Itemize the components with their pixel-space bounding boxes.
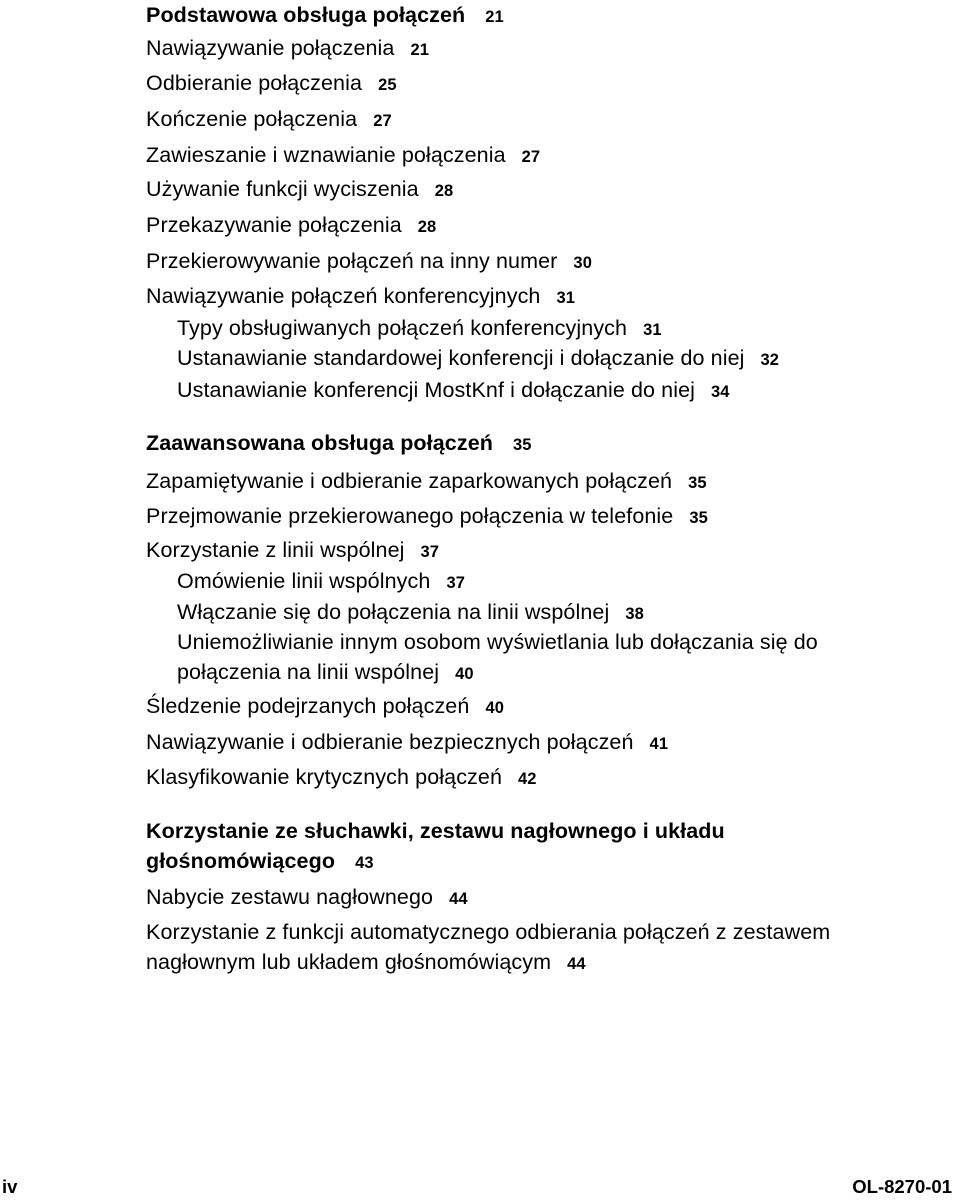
toc-page-number: 44 bbox=[567, 955, 586, 973]
toc-entry-title: Przekierowywanie połączeń na inny numer bbox=[146, 249, 558, 273]
toc-entry[interactable] bbox=[177, 375, 730, 407]
toc-entry-title: Używanie funkcji wyciszenia bbox=[146, 177, 419, 201]
toc-page-number: 37 bbox=[420, 543, 440, 561]
toc-entry-title: Korzystanie z linii wspólnej bbox=[146, 538, 405, 562]
toc-entry-wrapped[interactable] bbox=[177, 627, 818, 657]
toc-entry-wrapped[interactable] bbox=[146, 917, 830, 947]
toc-page-number: 28 bbox=[417, 218, 437, 236]
toc-page-number: 28 bbox=[434, 182, 454, 200]
toc-entry-title: Ustanawianie konferencji MostKnf i dołączanie do niej bbox=[177, 378, 696, 402]
toc-entry[interactable] bbox=[177, 566, 465, 598]
toc-entry-title: Przekazywanie połączenia bbox=[146, 213, 402, 237]
toc-entry-title: Nawiązywanie połączenia bbox=[146, 36, 395, 60]
page-number: iv bbox=[2, 1176, 18, 1197]
toc-entry[interactable] bbox=[146, 501, 708, 533]
toc-entry[interactable] bbox=[146, 882, 468, 914]
toc-entry-title: Śledzenie podejrzanych połączeń bbox=[146, 694, 470, 718]
toc-page-number: 27 bbox=[521, 148, 541, 166]
toc-entry-title: Nabycie zestawu nagłownego bbox=[146, 885, 434, 909]
toc-entry-title: Nawiązywanie połączeń konferencyjnych bbox=[146, 284, 541, 308]
toc-entry-title: Typy obsługiwanych połączeń konferencyjnych bbox=[177, 316, 628, 340]
toc-entry-title-line1: Uniemożliwianie innym osobom wyświetlania lub dołączania się do bbox=[177, 630, 818, 654]
toc-page-number: 35 bbox=[689, 509, 708, 527]
toc-entry-title: Klasyfikowanie krytycznych połączeń bbox=[146, 765, 503, 789]
toc-section-heading[interactable] bbox=[146, 428, 532, 460]
toc-entry-continuation[interactable] bbox=[146, 947, 586, 979]
toc-page-number: 21 bbox=[485, 8, 504, 26]
toc-page-number: 34 bbox=[711, 383, 730, 401]
toc-entry[interactable] bbox=[146, 174, 453, 206]
toc-page-number: 43 bbox=[355, 854, 374, 872]
toc-page-number: 37 bbox=[446, 574, 465, 592]
toc-entry[interactable] bbox=[146, 691, 504, 723]
toc-page-number: 40 bbox=[485, 699, 504, 717]
toc-entry-title-line1: Korzystanie z funkcji automatycznego odbierania połączeń z zestawem bbox=[146, 920, 831, 944]
toc-entry[interactable] bbox=[177, 597, 644, 629]
toc-entry-title-line2: nagłownym lub układem głośnomówiącym bbox=[146, 950, 552, 974]
toc-entry-title: Odbieranie połączenia bbox=[146, 71, 363, 95]
toc-page-number: 38 bbox=[625, 605, 644, 623]
toc-entry-title-line2: głośnomówiącego bbox=[146, 849, 336, 873]
toc-entry[interactable] bbox=[146, 68, 397, 100]
toc-page-number: 41 bbox=[649, 735, 669, 753]
toc-entry-title: Nawiązywanie i odbieranie bezpiecznych połączeń bbox=[146, 730, 634, 754]
toc-entry-continuation[interactable] bbox=[177, 657, 474, 689]
toc-section-heading[interactable] bbox=[146, 0, 504, 32]
toc-entry[interactable] bbox=[146, 140, 540, 172]
toc-entry-title: Włączanie się do połączenia na linii wspólnej bbox=[177, 600, 610, 624]
toc-page-number: 42 bbox=[518, 770, 537, 788]
toc-entry[interactable] bbox=[146, 281, 575, 313]
toc-page-number: 40 bbox=[455, 665, 474, 683]
toc-page-number: 31 bbox=[556, 289, 576, 307]
toc-page-number: 21 bbox=[410, 41, 430, 59]
toc-entry-title: Omówienie linii wspólnych bbox=[177, 569, 431, 593]
toc-entry[interactable] bbox=[177, 343, 779, 375]
toc-section-heading-continuation[interactable] bbox=[146, 846, 374, 878]
toc-page-number: 44 bbox=[449, 890, 468, 908]
document-id: OL-8270-01 bbox=[852, 1176, 952, 1197]
toc-section-heading-wrapped[interactable] bbox=[146, 816, 725, 846]
toc-entry[interactable] bbox=[146, 246, 592, 278]
toc-page-number: 32 bbox=[760, 351, 780, 369]
toc-page-number: 35 bbox=[512, 436, 532, 454]
toc-page-number: 27 bbox=[373, 112, 392, 130]
toc-entry-title: Podstawowa obsługa połączeń bbox=[146, 3, 466, 27]
toc-page-number: 30 bbox=[573, 254, 592, 272]
toc-entry-title-line1: Korzystanie ze słuchawki, zestawu nagłownego i układu bbox=[146, 819, 725, 843]
toc-page-number: 35 bbox=[688, 474, 707, 492]
toc-entry-title: Zaawansowana obsługa połączeń bbox=[146, 431, 493, 455]
toc-entry-title: Kończenie połączenia bbox=[146, 107, 358, 131]
toc-entry[interactable] bbox=[146, 466, 707, 498]
toc-entry-title: Przejmowanie przekierowanego połączenia w telefonie bbox=[146, 504, 674, 528]
toc-entry[interactable] bbox=[146, 762, 537, 794]
toc-entry[interactable] bbox=[146, 33, 429, 65]
toc-entry[interactable] bbox=[146, 210, 436, 242]
toc-page-number: 25 bbox=[378, 76, 397, 94]
toc-entry-title-line2: połączenia na linii wspólnej bbox=[177, 660, 440, 684]
toc-entry-title: Zapamiętywanie i odbieranie zaparkowanych połączeń bbox=[146, 469, 673, 493]
toc-entry[interactable] bbox=[177, 313, 662, 345]
toc-entry-title: Zawieszanie i wznawianie połączenia bbox=[146, 143, 506, 167]
toc-entry[interactable] bbox=[146, 104, 392, 136]
toc-entry[interactable] bbox=[146, 535, 439, 567]
toc-page-number: 31 bbox=[643, 321, 662, 339]
toc-entry[interactable] bbox=[146, 727, 668, 759]
toc-entry-title: Ustanawianie standardowej konferencji i dołączanie do niej bbox=[177, 346, 745, 370]
